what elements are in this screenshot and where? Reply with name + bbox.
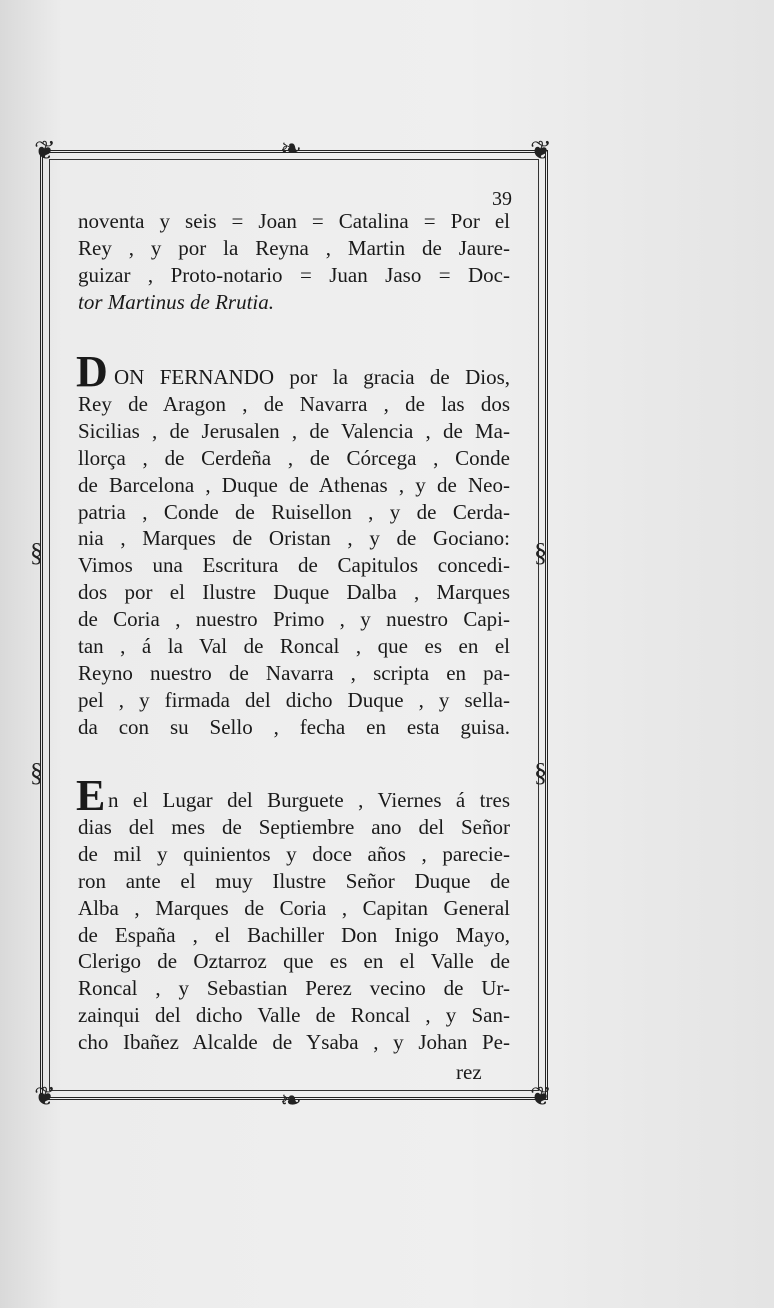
text-line: dias del mes de Septiembre ano del Señor bbox=[78, 814, 510, 839]
text-line: Rey , y por la Reyna , Martin de Jaure- bbox=[78, 235, 510, 260]
text-line: Reyno nuestro de Navarra , scripta en pa- bbox=[78, 660, 510, 685]
text-line: Clerigo de Oztarroz que es en el Valle de bbox=[78, 949, 510, 974]
text-line: Rey de Aragon , de Navarra , de las dos bbox=[78, 391, 510, 416]
corner-ornament-icon: ❦ bbox=[530, 1082, 552, 1111]
text-line: Roncal , y Sebastian Perez vecino de Ur- bbox=[78, 976, 510, 1001]
catchword: rez bbox=[456, 1060, 482, 1084]
text-line: ron ante el muy Ilustre Señor Duque de bbox=[78, 868, 510, 893]
corner-ornament-icon: ❦ bbox=[34, 1082, 56, 1111]
text-line: ON FERNANDO por la gracia de Dios, bbox=[114, 365, 510, 389]
text-line: de España , el Bachiller Don Inigo Mayo, bbox=[78, 922, 510, 947]
text-line: zainqui del dicho Valle de Roncal , y San- bbox=[78, 1003, 510, 1028]
text-line: da con su Sello , fecha en esta guisa. bbox=[78, 714, 510, 739]
side-ornament-icon: § bbox=[30, 758, 43, 787]
text-line: noventa y seis = Joan = Catalina = Por el bbox=[78, 209, 510, 233]
text-line: Alba , Marques de Coria , Capitan General bbox=[78, 895, 510, 920]
text-line: llorça , de Cerdeña , de Córcega , Conde bbox=[78, 445, 510, 470]
text-line: patria , Conde de Ruisellon , y de Cerda- bbox=[78, 499, 510, 524]
text-line: cho Ibañez Alcalde de Ysaba , y Johan Pe- bbox=[78, 1030, 510, 1055]
drop-cap: E bbox=[76, 771, 106, 820]
side-ornament-icon: § bbox=[30, 538, 43, 567]
corner-ornament-icon: ❦ bbox=[34, 136, 56, 165]
text-line: nia , Marques de Oristan , y de Gociano: bbox=[78, 526, 510, 551]
text-line: Vimos una Escritura de Capitulos concedi- bbox=[78, 553, 510, 578]
text-line: tor Martinus de Rrutia. bbox=[78, 289, 275, 314]
side-ornament-icon: § bbox=[534, 538, 547, 567]
top-ornament-icon: ❧ bbox=[280, 134, 302, 163]
text-line: tan , á la Val de Roncal , que es en el bbox=[78, 634, 510, 658]
text-line: de mil y quinientos y doce años , parecie- bbox=[78, 841, 510, 866]
text-line: dos por el Ilustre Duque Dalba , Marques bbox=[78, 580, 510, 605]
text-line: de Barcelona , Duque de Athenas , y de Neo- bbox=[78, 472, 510, 497]
text-line: pel , y firmada del dicho Duque , y sella- bbox=[78, 687, 510, 712]
corner-ornament-icon: ❦ bbox=[530, 136, 552, 165]
drop-cap: D bbox=[76, 347, 108, 396]
page-number: 39 bbox=[492, 188, 512, 210]
text-line: guizar , Proto-notario = Juan Jaso = Doc- bbox=[78, 262, 510, 287]
text-line: Sicilias , de Jerusalen , de Valencia , de Ma- bbox=[78, 418, 510, 443]
side-ornament-icon: § bbox=[534, 758, 547, 787]
text-line: de Coria , nuestro Primo , y nuestro Capi- bbox=[78, 607, 510, 632]
bottom-ornament-icon: ❧ bbox=[280, 1086, 302, 1115]
text-line: n el Lugar del Burguete , Viernes á tres bbox=[108, 788, 510, 812]
